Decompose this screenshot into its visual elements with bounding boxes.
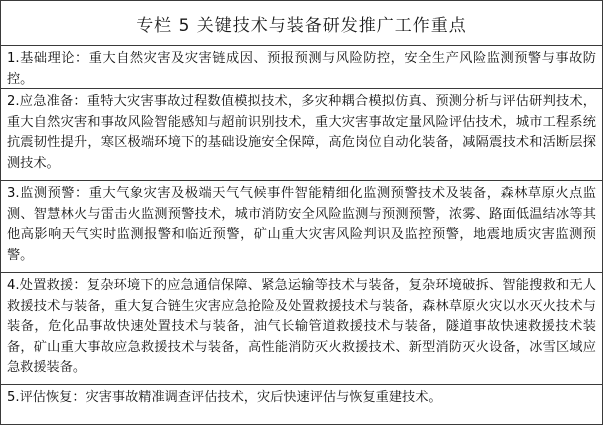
item-label: 5.评估恢复： (7, 390, 86, 405)
item-basic-theory (1, 46, 602, 89)
item-text: 重特大灾害事故过程数值模拟技术，多灾种耦合模拟仿真、预测分析与评估研判技术，重大自然灾害和事故风险智能感知与超前识别技术，重大灾害事故定量风险评估技术，城市工程系统抗震韧性提升，寒区极端环境下的基础设施安全保障，高危岗位自动化装备，减隔震技术和活断层探测技术。 (7, 94, 596, 171)
item-label: 1.基础理论： (7, 51, 89, 66)
item-monitoring-warning (1, 181, 602, 273)
item-emergency-preparation (1, 89, 602, 181)
item-text: 重大气象灾害及极端天气气候事件智能精细化监测预警技术及装备，森林草原火点监测、智慧林火与雷击火监测预警技术，城市消防安全风险监测与预测预警，浓雾、路面低温结冰等其他高影响天气实时监测报警和临近预警，矿山重大灾害风险判识及监控预警，地震地质灾害监测预警。 (7, 186, 596, 263)
item-assessment-recovery (1, 385, 602, 421)
item-label: 3.监测预警： (7, 186, 89, 201)
item-label: 2.应急准备： (7, 94, 87, 109)
item-disposal-rescue (1, 273, 602, 385)
item-text: 重大自然灾害及灾害链成因、预报预测与风险防控，安全生产风险监测预警与事故防控。 (7, 51, 596, 87)
box-title: 专栏 5 关键技术与装备研发推广工作重点 (1, 1, 602, 46)
item-text: 灾害事故精准调查评估技术，灾后快速评估与恢复重建技术。 (85, 390, 442, 405)
item-list (1, 46, 602, 421)
item-text: 复杂环境下的应急通信保障、紧急运输等技术与装备，复杂环境破拆、智能搜救和无人救援技术与装备，重大复合链生灾害应急抢险及处置救援技术与装备，森林草原火灾以水灭火技术与装备，危化品事故快速处置技术与装备，油气长输管道救援技术与装备，隧道事故快速救援技术装备，矿山重大事故应急救援技术与装备，高性能消防灭火救援技术、新型消防灭火设备，冰雪区域应急救援装备。 (7, 278, 596, 376)
item-label: 4.处置救援： (7, 278, 87, 293)
